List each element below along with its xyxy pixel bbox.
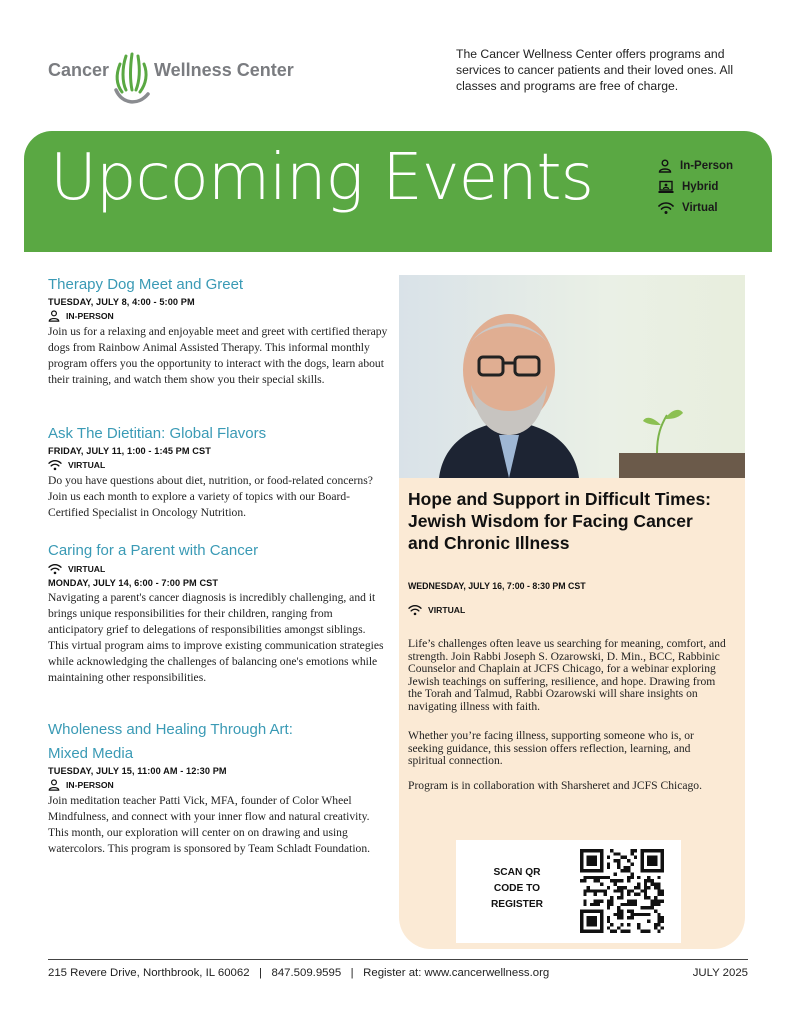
event-ask-dietitian [48,424,388,521]
legend-label: Virtual [682,201,718,214]
featured-event-mode [408,604,465,616]
event-title: Caring for a Parent with Cancer [48,542,259,559]
featured-event-title: Hope and Support in Difficult Times: Jewish Wisdom for Facing Cancer and Chronic Illness [408,489,712,553]
event-caring-for-parent [48,541,388,686]
person-icon [48,779,60,791]
featured-event-paragraph: Whether you’re facing illness, supporting someone who is, or seeking guidance, this session offers reflection, learning, and spiritual connection. [408,729,694,768]
mode-legend [658,155,768,218]
legend-in-person [658,155,768,176]
banner [24,131,772,252]
event-mode [48,459,388,471]
event-therapy-dog [48,275,388,388]
event-mode [48,779,388,791]
event-description: Do you have questions about diet, nutrition, or food-related concerns? Join us each month to explore a variety of topics with our Board-Certified Specialist in Oncology Nutrition. [48,474,373,519]
featured-event-date: WEDNESDAY, JULY 16, 7:00 - 8:30 PM CST [408,581,586,591]
event-mode [48,563,388,575]
page-title: Upcoming Events [50,141,593,215]
event-mode [48,310,388,322]
footer-divider [48,959,748,960]
featured-event-mode-label: VIRTUAL [428,605,466,615]
event-wholeness-art [48,720,388,857]
intro-text: The Cancer Wellness Center offers programs and services to cancer patients and their loved ones. All classes and programs are free of charge. [456,47,734,93]
event-title: Therapy Dog Meet and Greet [48,276,244,293]
event-title-line2: Mixed Media [48,745,134,762]
event-date: FRIDAY, JULY 11, 1:00 - 1:45 PM CST [48,446,211,456]
logo-text-cancer: Cancer [48,60,110,80]
event-mode-label: IN-PERSON [66,780,114,790]
legend-label: Hybrid [682,180,719,193]
person-icon [48,310,60,322]
speaker-photo [399,275,745,478]
logo [48,50,298,110]
laptop-icon [658,180,674,194]
logo-mark-icon [108,50,152,108]
event-title: Ask The Dietitian: Global Flavors [48,425,267,442]
qr-instruction: SCAN QR CODE TO REGISTER [490,867,544,910]
wifi-icon [408,604,422,616]
legend-virtual [658,197,768,218]
event-description: Join us for a relaxing and enjoyable meet and greet with certified therapy dogs from Rainbow Animal Assisted Therapy. This informal monthly program offers you the opportunity to interact with the dogs, learn about their training, and watch them show you their special skills. [48,325,388,386]
featured-event-paragraph: Program is in collaboration with Sharsheret and JCFS Chicago. [408,779,702,792]
wifi-icon [48,459,62,471]
event-date: TUESDAY, JULY 15, 11:00 AM - 12:30 PM [48,766,227,776]
event-mode-label: VIRTUAL [68,564,106,574]
qr-code[interactable] [580,849,664,933]
footer [48,967,748,979]
footer-contact: 215 Revere Drive, Northbrook, IL 60062 | 847.509.9595 | Register at: www.cancerwellness.org [48,967,550,979]
event-description: Join meditation teacher Patti Vick, MFA, founder of Color Wheel Mindfulness, and connect with your inner flow and natural creativity. This month, our exploration will center on on drawing and using watercolors. This program is sponsored by Team Schladt Foundation. [48,794,371,855]
footer-month: JULY 2025 [692,967,748,979]
event-mode-label: VIRTUAL [68,460,106,470]
event-mode-label: IN-PERSON [66,311,114,321]
event-description: Navigating a parent's cancer diagnosis is incredibly challenging, and it brings unique responsibilities for their children, ranging from anticipatory grief to delegations of responsibilities amongst siblings. This virtual program aims to improve existing communication strategies while acknowledging the challenges of balancing one's emotions while maintaining other responsibilities. [48,591,384,684]
legend-label: In-Person [680,159,734,172]
legend-hybrid [658,176,768,197]
event-date: MONDAY, JULY 14, 6:00 - 7:00 PM CST [48,578,219,588]
event-date: TUESDAY, JULY 8, 4:00 - 5:00 PM [48,297,195,307]
wifi-icon [658,201,674,215]
event-title-line1: Wholeness and Healing Through Art: [48,721,293,738]
person-icon [658,159,672,173]
featured-event-paragraph: Life’s challenges often leave us searching for meaning, comfort, and strength. Join Rabbi Joseph S. Ozarowski, D. Min., BCC, Rabbinic Counselor and Chaplain at JCFS Chicago, for a webinar exploring Jewish teachings on suffering, resilience, and hope. Drawing from the Torah and Talmud, Rabbi Ozarowski will share insights on navigating illness with faith. [408,637,726,713]
qr-register-box [456,840,681,943]
featured-event-card [399,275,745,949]
logo-text-wellness-center: Wellness Center [154,60,294,80]
wifi-icon [48,563,62,575]
